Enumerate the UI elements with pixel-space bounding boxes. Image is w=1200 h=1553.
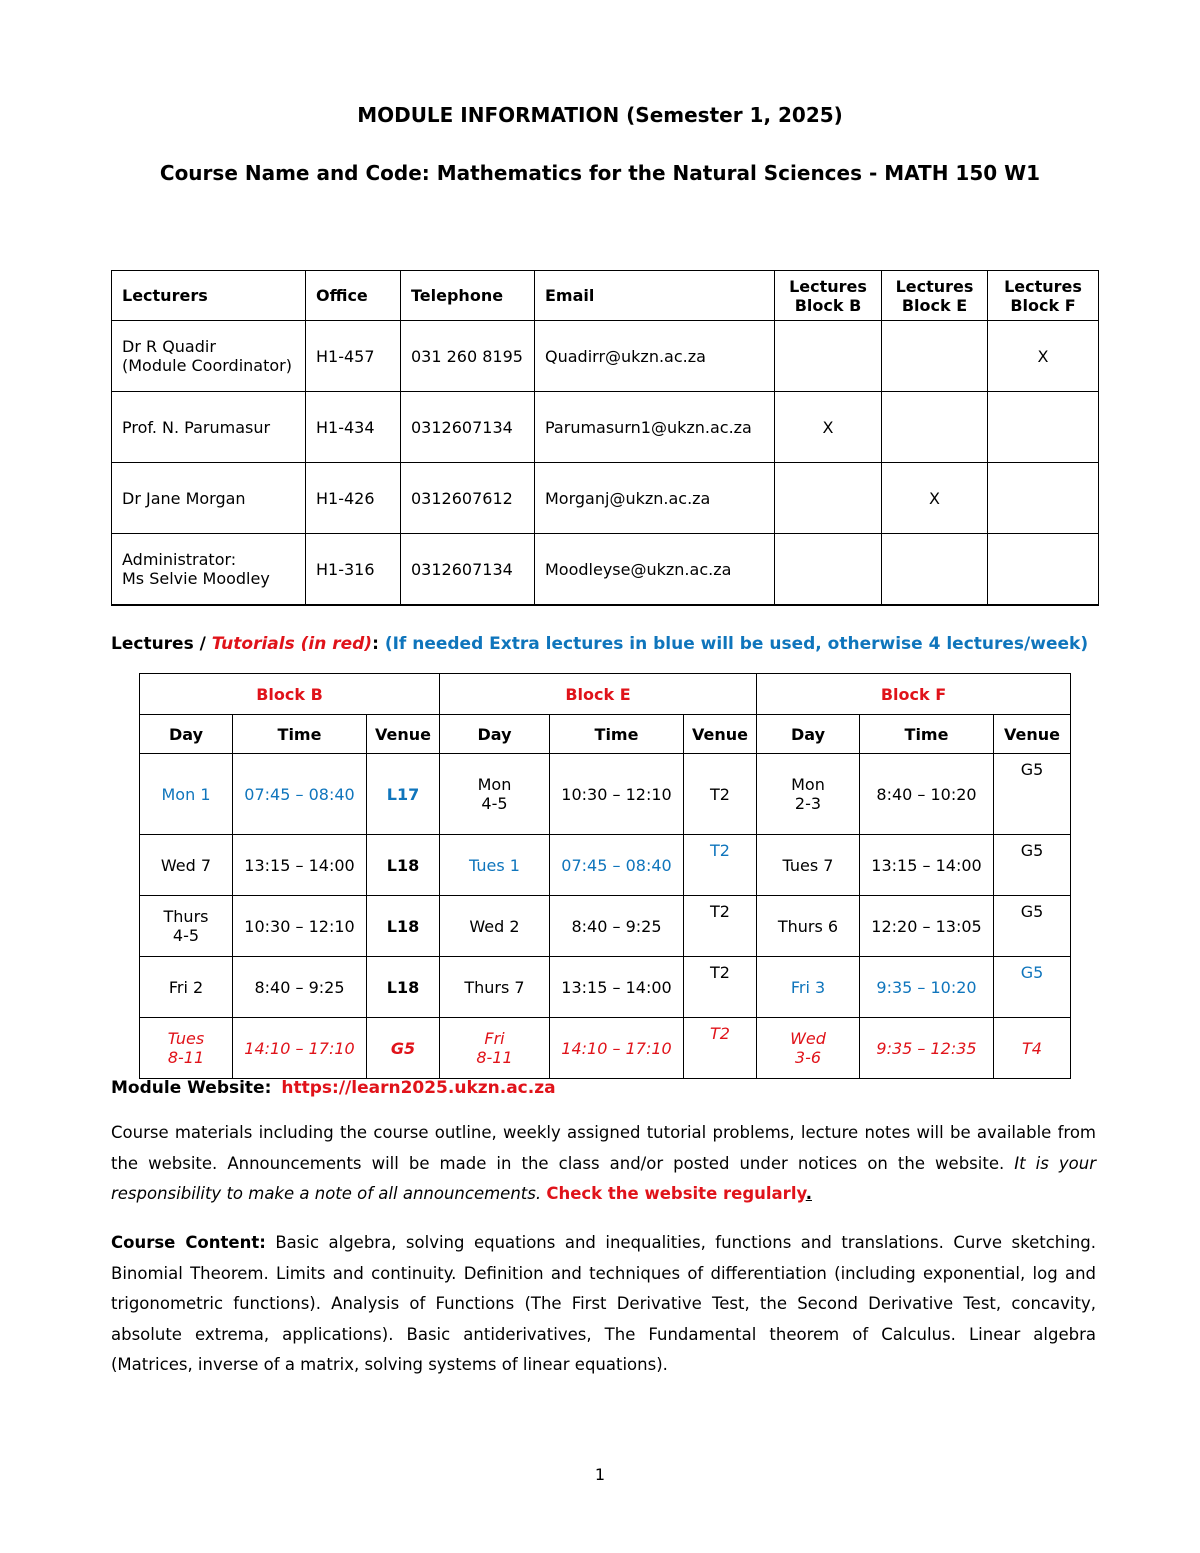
schedule-time-cell: 07:45 – 08:40 bbox=[550, 835, 684, 896]
tutorials-label: Tutorials (in red) bbox=[211, 634, 373, 654]
page-number: 1 bbox=[594, 1465, 606, 1484]
schedule-day-cell: Mon 2-3 bbox=[757, 754, 860, 835]
header-telephone: Telephone bbox=[401, 271, 535, 321]
schedule-time-cell: 8:40 – 10:20 bbox=[860, 754, 994, 835]
block-b-cell bbox=[775, 534, 882, 606]
header-block-b: Lectures Block B bbox=[775, 271, 882, 321]
col-venue: Venue bbox=[684, 715, 757, 754]
col-time: Time bbox=[860, 715, 994, 754]
col-day: Day bbox=[440, 715, 550, 754]
schedule-day-cell: Wed 7 bbox=[140, 835, 233, 896]
schedule-time-cell: 07:45 – 08:40 bbox=[233, 754, 367, 835]
schedule-venue-cell: T2 bbox=[684, 896, 757, 957]
schedule-day-cell: Thurs 6 bbox=[757, 896, 860, 957]
telephone-cell: 0312607612 bbox=[401, 463, 535, 534]
block-b-cell bbox=[775, 463, 882, 534]
schedule-day-cell: Tues 1 bbox=[440, 835, 550, 896]
website-label: Module Website: bbox=[111, 1078, 272, 1098]
schedule-table bbox=[139, 673, 1071, 1079]
email-cell: Quadirr@ukzn.ac.za bbox=[535, 321, 775, 392]
office-cell: H1-457 bbox=[306, 321, 401, 392]
col-day: Day bbox=[140, 715, 233, 754]
schedule-day-cell: Tues 7 bbox=[757, 835, 860, 896]
header-block-e: Lectures Block E bbox=[882, 271, 988, 321]
block-b-cell bbox=[775, 321, 882, 392]
table-row bbox=[112, 321, 1099, 392]
lecturers-table bbox=[111, 270, 1099, 606]
schedule-day-cell: Wed 3-6 bbox=[757, 1018, 860, 1079]
office-cell: H1-434 bbox=[306, 392, 401, 463]
course-materials-paragraph bbox=[111, 1118, 1096, 1210]
telephone-cell: 031 260 8195 bbox=[401, 321, 535, 392]
schedule-venue-cell: G5 bbox=[994, 896, 1071, 957]
schedule-venue-cell: G5 bbox=[994, 754, 1071, 835]
lecturer-role: (Module Coordinator) bbox=[122, 356, 292, 375]
col-time: Time bbox=[233, 715, 367, 754]
paragraph-text: Course materials including the course outline, weekly assigned tutorial problems, lecture notes will be available from the website. Announcements will be made in the class and/or posted under notices on the website. bbox=[111, 1123, 1096, 1173]
lecturer-name: Dr R Quadir bbox=[122, 337, 216, 356]
block-e-cell: X bbox=[882, 463, 988, 534]
course-name: Course Name and Code: Mathematics for the Natural Sciences - MATH 150 W1 bbox=[159, 161, 1041, 185]
office-cell: H1-426 bbox=[306, 463, 401, 534]
schedule-day-cell: Wed 2 bbox=[440, 896, 550, 957]
col-venue: Venue bbox=[367, 715, 440, 754]
course-content-paragraph bbox=[111, 1228, 1096, 1381]
table-row bbox=[140, 1018, 1071, 1079]
block-f-cell bbox=[988, 392, 1099, 463]
table-row bbox=[112, 392, 1099, 463]
schedule-venue-cell: L18 bbox=[367, 835, 440, 896]
col-venue: Venue bbox=[994, 715, 1071, 754]
table-header-row bbox=[112, 271, 1099, 321]
extra-lectures-note: (If needed Extra lectures in blue will be used, otherwise 4 lectures/week) bbox=[384, 634, 1089, 654]
schedule-time-cell: 8:40 – 9:25 bbox=[550, 896, 684, 957]
schedule-day-cell: Tues 8-11 bbox=[140, 1018, 233, 1079]
schedule-venue-cell: T2 bbox=[684, 754, 757, 835]
block-b-header: Block B bbox=[140, 674, 440, 715]
schedule-venue-cell: G5 bbox=[367, 1018, 440, 1079]
schedule-time-cell: 10:30 – 12:10 bbox=[550, 754, 684, 835]
schedule-time-cell: 13:15 – 14:00 bbox=[233, 835, 367, 896]
schedule-venue-cell: L18 bbox=[367, 957, 440, 1018]
header-email: Email bbox=[535, 271, 775, 321]
schedule-venue-cell: G5 bbox=[994, 835, 1071, 896]
header-block-f: Lectures Block F bbox=[988, 271, 1099, 321]
block-f-cell: X bbox=[988, 321, 1099, 392]
table-row bbox=[140, 896, 1071, 957]
page-title: MODULE INFORMATION (Semester 1, 2025) bbox=[357, 103, 843, 127]
lecturer-name-cell bbox=[112, 321, 306, 392]
block-e-cell bbox=[882, 534, 988, 606]
legend-colon: : bbox=[372, 634, 385, 654]
table-row bbox=[112, 534, 1099, 606]
schedule-venue-cell: T2 bbox=[684, 1018, 757, 1079]
admin-label: Administrator: bbox=[122, 550, 237, 569]
column-header-row bbox=[140, 715, 1071, 754]
telephone-cell: 0312607134 bbox=[401, 392, 535, 463]
schedule-venue-cell: T4 bbox=[994, 1018, 1071, 1079]
col-time: Time bbox=[550, 715, 684, 754]
schedule-time-cell: 14:10 – 17:10 bbox=[550, 1018, 684, 1079]
header-lecturers: Lecturers bbox=[112, 271, 306, 321]
lecturer-name: Prof. N. Parumasur bbox=[122, 417, 271, 437]
schedule-time-cell: 13:15 – 14:00 bbox=[860, 835, 994, 896]
lecturer-name-cell bbox=[112, 392, 306, 463]
schedule-day-cell: Mon 4-5 bbox=[440, 754, 550, 835]
lectures-legend bbox=[111, 634, 1088, 654]
email-cell: Parumasurn1@ukzn.ac.za bbox=[535, 392, 775, 463]
lectures-label: Lectures / bbox=[111, 634, 212, 654]
module-website bbox=[111, 1078, 556, 1098]
course-content-text: Basic algebra, solving equations and inequalities, functions and translations. Curve sketching. Binomial Theorem. Limits and continuity. Definition and techniques of differentiation (including exponential, log and trigonometric functions). Analysis of Functions (The First Derivative Test, the Second Derivative Test, concavity, absolute extrema, applications). Basic antiderivatives, The Fundamental theorem of Calculus. Linear algebra (Matrices, inverse of a matrix, solving systems of linear equations). bbox=[111, 1233, 1097, 1374]
paragraph-red: Check the website regularly bbox=[546, 1184, 806, 1203]
block-b-cell: X bbox=[775, 392, 882, 463]
schedule-day-cell: Mon 1 bbox=[140, 754, 233, 835]
block-e-header: Block E bbox=[440, 674, 757, 715]
schedule-time-cell: 14:10 – 17:10 bbox=[233, 1018, 367, 1079]
schedule-body bbox=[140, 754, 1071, 1079]
lecturer-name-cell bbox=[112, 463, 306, 534]
schedule-day-cell: Fri 8-11 bbox=[440, 1018, 550, 1079]
schedule-day-cell: Thurs 7 bbox=[440, 957, 550, 1018]
schedule-time-cell: 9:35 – 12:35 bbox=[860, 1018, 994, 1079]
lecturer-name-cell bbox=[112, 534, 306, 606]
email-cell: Moodleyse@ukzn.ac.za bbox=[535, 534, 775, 606]
block-e-cell bbox=[882, 321, 988, 392]
table-row bbox=[140, 835, 1071, 896]
schedule-time-cell: 10:30 – 12:10 bbox=[233, 896, 367, 957]
admin-name: Ms Selvie Moodley bbox=[122, 569, 270, 588]
block-f-cell bbox=[988, 463, 1099, 534]
schedule-time-cell: 8:40 – 9:25 bbox=[233, 957, 367, 1018]
office-cell: H1-316 bbox=[306, 534, 401, 606]
schedule-time-cell: 13:15 – 14:00 bbox=[550, 957, 684, 1018]
telephone-cell: 0312607134 bbox=[401, 534, 535, 606]
schedule-day-cell: Thurs 4-5 bbox=[140, 896, 233, 957]
schedule-venue-cell: G5 bbox=[994, 957, 1071, 1018]
block-f-cell bbox=[988, 534, 1099, 606]
schedule-venue-cell: L18 bbox=[367, 896, 440, 957]
schedule-day-cell: Fri 2 bbox=[140, 957, 233, 1018]
schedule-time-cell: 9:35 – 10:20 bbox=[860, 957, 994, 1018]
col-day: Day bbox=[757, 715, 860, 754]
schedule-venue-cell: T2 bbox=[684, 835, 757, 896]
website-link[interactable]: https://learn2025.ukzn.ac.za bbox=[281, 1078, 556, 1098]
schedule-day-cell: Fri 3 bbox=[757, 957, 860, 1018]
table-row bbox=[140, 754, 1071, 835]
course-content-label: Course Content: bbox=[111, 1233, 266, 1252]
block-header-row bbox=[140, 674, 1071, 715]
schedule-venue-cell: L17 bbox=[367, 754, 440, 835]
paragraph-italic: It is your responsibility to make a note of all announcements. bbox=[111, 1153, 1096, 1203]
lecturer-name: Dr Jane Morgan bbox=[122, 488, 246, 508]
email-cell: Morganj@ukzn.ac.za bbox=[535, 463, 775, 534]
block-f-header: Block F bbox=[757, 674, 1071, 715]
block-e-cell bbox=[882, 392, 988, 463]
header-office: Office bbox=[306, 271, 401, 321]
paragraph-end: . bbox=[805, 1184, 812, 1203]
schedule-venue-cell: T2 bbox=[684, 957, 757, 1018]
table-row bbox=[112, 463, 1099, 534]
schedule-time-cell: 12:20 – 13:05 bbox=[860, 896, 994, 957]
table-row bbox=[140, 957, 1071, 1018]
